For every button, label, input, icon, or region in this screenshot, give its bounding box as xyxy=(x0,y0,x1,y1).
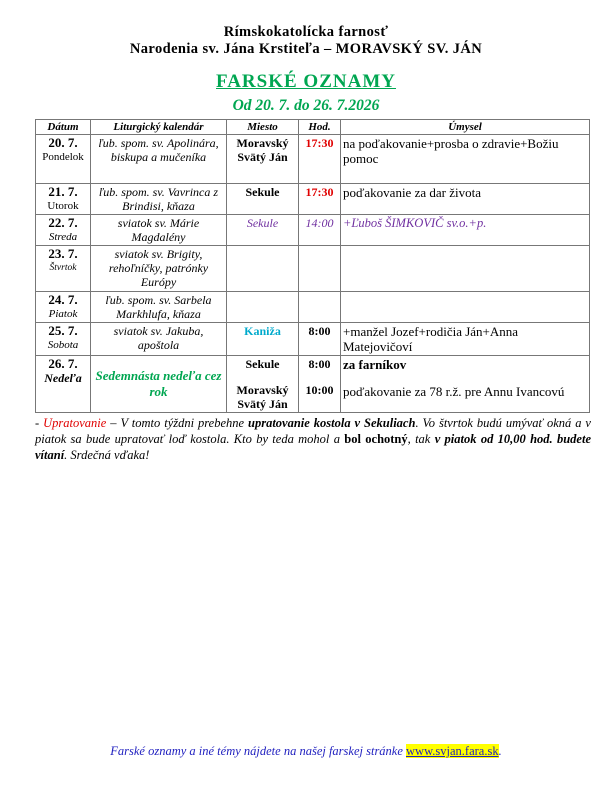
col-header-place: Miesto xyxy=(227,120,299,135)
table-row xyxy=(36,184,590,215)
place-cell xyxy=(227,356,299,413)
col-header-date: Dátum xyxy=(36,120,91,135)
col-header-time: Hod. xyxy=(299,120,341,135)
page-title: FARSKÉ OZNAMY xyxy=(216,71,396,92)
table-row xyxy=(36,292,590,323)
intention-cell xyxy=(341,356,590,413)
notice-text-2: . Vo štvrtok budú umývať okná a v piatok sa bude upratovať loď kostola. Kto by teda mohol a xyxy=(35,416,591,446)
col-header-intention: Úmysel xyxy=(341,120,590,135)
place-second: Moravský Svätý Ján xyxy=(236,383,289,411)
time-cell xyxy=(299,292,341,323)
date-number: 26. 7. xyxy=(48,356,78,371)
intention-cell: na poďakovanie+prosba o zdravie+Božiu pomoc xyxy=(341,135,590,184)
date-cell xyxy=(36,356,91,413)
intention-cell xyxy=(341,292,590,323)
date-number: 23. 7. xyxy=(48,246,78,261)
place-first: Sekule xyxy=(245,357,280,371)
date-number: 24. 7. xyxy=(48,292,78,307)
time-cell: 14:00 xyxy=(299,215,341,246)
notice-bold-3: v piatok od 10,00 hod. budete vítaní xyxy=(35,432,591,462)
place-cell: Moravský Svätý Ján xyxy=(227,135,299,184)
date-cell xyxy=(36,135,91,184)
place-cell xyxy=(227,292,299,323)
notice-text-4: . Srdečná vďaka! xyxy=(64,448,150,462)
intention-cell: +manžel Jozef+rodičia Ján+Anna Matejovičoví xyxy=(341,323,590,356)
cleaning-notice xyxy=(35,415,591,463)
table-header-row xyxy=(36,120,590,135)
liturgy-cell: ľub. spom. sv. Vavrinca z Brindisi, kňaza xyxy=(91,184,227,215)
col-header-liturgy: Liturgický kalendár xyxy=(91,120,227,135)
date-cell xyxy=(36,292,91,323)
parish-name: Rímskokatolícka farnosť xyxy=(223,24,389,40)
table-row xyxy=(36,135,590,184)
liturgy-cell: sviatok sv. Jakuba, apoštola xyxy=(91,323,227,356)
notice-dash: - xyxy=(35,416,44,430)
time-second: 10:00 xyxy=(305,383,334,397)
footer-text: Farské oznamy a iné témy nájdete na našej farskej stránke xyxy=(110,744,407,758)
weekday: Sobota xyxy=(47,339,79,351)
date-cell xyxy=(36,215,91,246)
liturgy-cell: Sedemnásta nedeľa cez rok xyxy=(91,356,227,413)
date-cell xyxy=(36,323,91,356)
notice-text-3: , tak xyxy=(407,432,435,446)
date-number: 22. 7. xyxy=(48,215,78,230)
weekday: Štvrtok xyxy=(49,263,77,273)
notice-text-1: – V tomto týždni prebehne xyxy=(106,416,249,430)
liturgy-cell: sviatok sv. Brigity, rehoľníčky, patrónky Európy xyxy=(91,246,227,292)
notice-bold-2: bol ochotný xyxy=(344,432,408,446)
place-cell: Kaniža xyxy=(227,323,299,356)
weekday: Utorok xyxy=(47,200,79,212)
date-number: 20. 7. xyxy=(48,135,78,150)
website-link[interactable]: www.svjan.fara.sk xyxy=(406,744,499,758)
time-first: 8:00 xyxy=(308,357,331,371)
weekday: Nedeľa xyxy=(44,371,82,385)
intention-cell xyxy=(341,246,590,292)
liturgy-cell: ľub. spom. sv. Apolinára, biskupa a mučeníka xyxy=(91,135,227,184)
date-number: 25. 7. xyxy=(48,323,78,338)
place-cell: Sekule xyxy=(227,184,299,215)
notice-label: Upratovanie xyxy=(43,416,107,430)
intention-cell: poďakovanie za dar života xyxy=(341,184,590,215)
footer-note xyxy=(0,744,612,759)
intention-second: poďakovanie za 78 r.ž. pre Annu Ivancovú xyxy=(343,384,565,399)
place-cell xyxy=(227,246,299,292)
time-cell: 8:00 xyxy=(299,323,341,356)
intention-first: za farníkov xyxy=(343,357,407,372)
table-row xyxy=(36,215,590,246)
time-cell: 17:30 xyxy=(299,135,341,184)
time-cell xyxy=(299,356,341,413)
liturgy-cell: sviatok sv. Márie Magdalény xyxy=(91,215,227,246)
place-cell: Sekule xyxy=(227,215,299,246)
table-row xyxy=(36,356,590,413)
parish-dedication: Narodenia sv. Jána Krstiteľa – MORAVSKÝ SV. JÁN xyxy=(129,41,483,57)
weekday: Pondelok xyxy=(42,151,84,163)
footer-end: . xyxy=(498,744,502,758)
date-cell xyxy=(36,184,91,215)
schedule-table xyxy=(35,119,590,413)
table-row xyxy=(36,246,590,292)
weekday: Streda xyxy=(48,231,78,243)
notice-bold-1: upratovanie kostola v Sekuliach xyxy=(248,416,416,430)
date-range: Od 20. 7. do 26. 7.2026 xyxy=(232,97,380,114)
weekday: Piatok xyxy=(48,308,78,320)
intention-cell: +Ľuboš ŠIMKOVIČ sv.o.+p. xyxy=(341,215,590,246)
liturgy-cell: ľub. spom. sv. Sarbela Markhlufa, kňaza xyxy=(91,292,227,323)
time-cell: 17:30 xyxy=(299,184,341,215)
table-row xyxy=(36,323,590,356)
time-cell xyxy=(299,246,341,292)
date-number: 21. 7. xyxy=(48,184,78,199)
date-cell xyxy=(36,246,91,292)
